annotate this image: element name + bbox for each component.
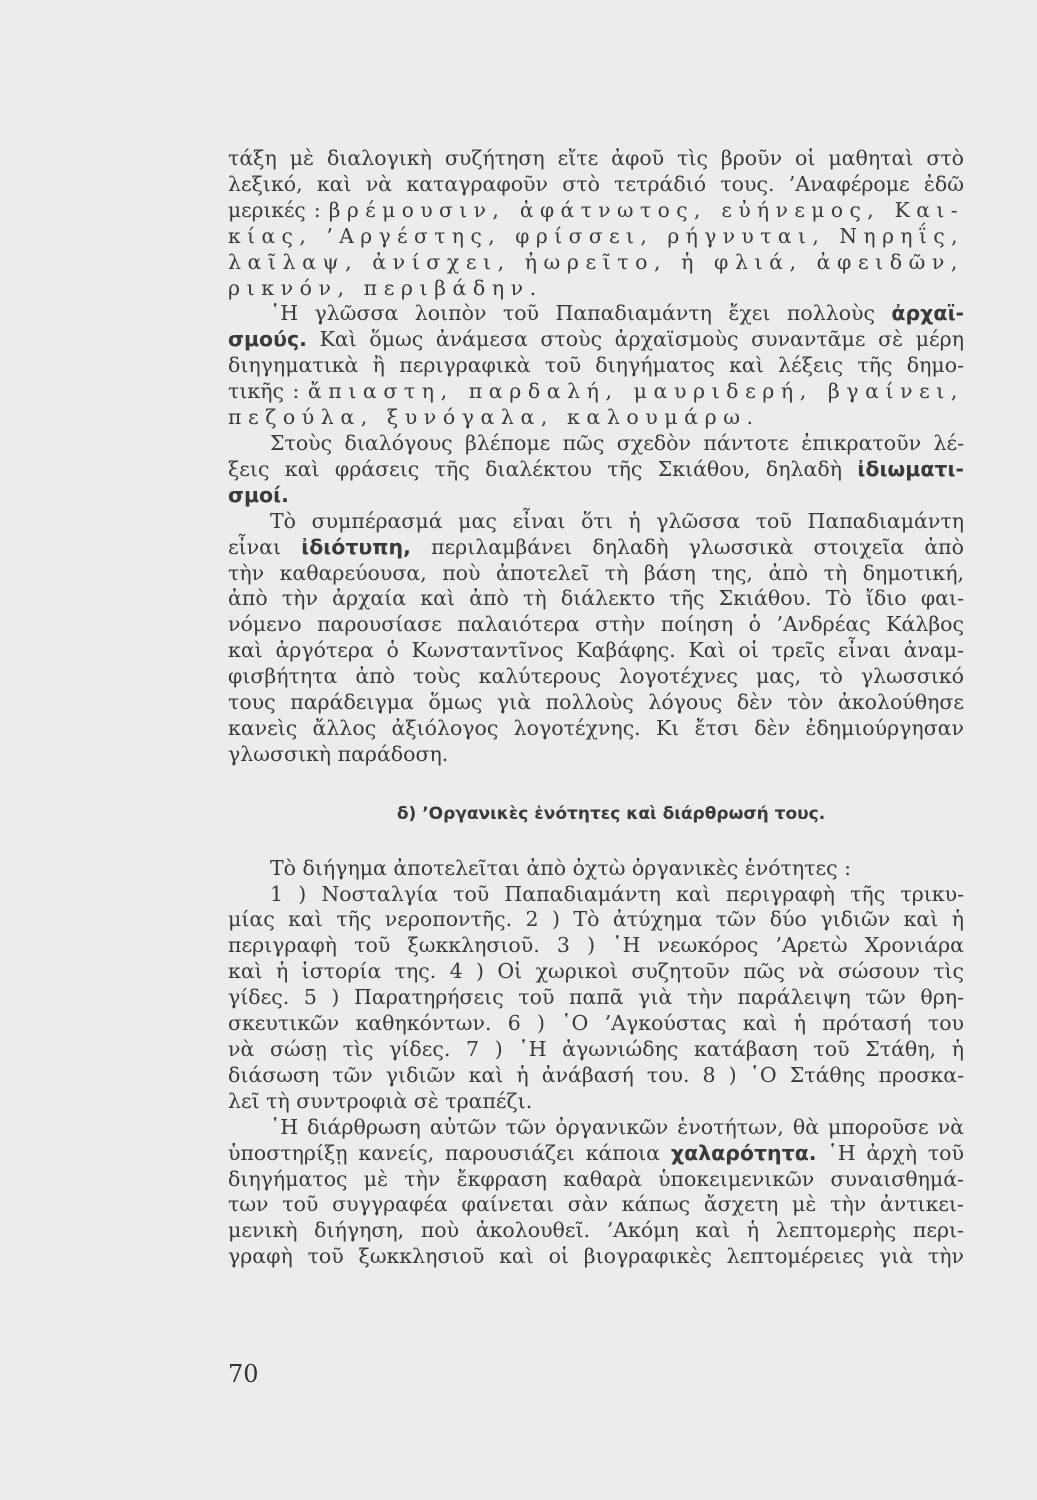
- text-fragment: εἶναι: [228, 534, 282, 559]
- text-line: λεῖ τὴ συντροφιὰ σὲ τραπέζι.: [228, 1088, 533, 1113]
- text-line: διάσωση τῶν γιδιῶν καὶ ἡ ἀνάβασή του. 8 ) ῾Ο Στάθης προσκα-: [228, 1062, 964, 1087]
- spaced-word-list: ρικνόν, περιβάδην.: [228, 275, 543, 300]
- text-line: γίδες. 5 ) Παρατηρήσεις τοῦ παπᾶ γιὰ τὴν παράλειψη τῶν θρη-: [228, 985, 964, 1010]
- text-line: μίας καὶ τῆς νεροποντῆς. 2 ) Τὸ ἀτύχημα τῶν δύο γιδιῶν καὶ ἡ: [228, 907, 964, 932]
- text-line: διηγηματικὰ ἢ περιγραφικὰ τοῦ διηγήματος καὶ λέξεις τῆς δημο-: [228, 353, 964, 378]
- text-fragment: ῾Η ἀρχὴ τοῦ: [827, 1140, 964, 1165]
- text-line: ῾Η διάρθρωση αὐτῶν τῶν ὀργανικῶν ἑνοτήτων, θὰ μποροῦσε νὰ: [270, 1114, 964, 1139]
- spaced-word-list: λαῖλαψ, ἀνίσχει, ἠωρεῖτο, ἡ φλιά, ἀφειδῶν,: [228, 249, 964, 274]
- bold-term: ἰδιωματι-: [857, 456, 964, 481]
- bold-term: σμούς.: [228, 327, 307, 352]
- section-heading: δ) ’Οργανικὲς ἑνότητες καὶ διάρθρωσή τους.: [396, 803, 826, 824]
- spaced-word-list: ἄπιαστη, παρδαλή, μαυριδερή, βγαίνει,: [307, 379, 964, 404]
- text-line: των τοῦ συγγραφέα φαίνεται σὰν κάπως ἄσχετη μὲ τὴν ἀντικει-: [228, 1192, 964, 1217]
- text-line: Στοὺς διαλόγους βλέπομε πῶς σχεδὸν πάντοτε ἐπικρατοῦν λέ-: [270, 430, 964, 455]
- text-line: φισβήτητα ἀπὸ τοὺς καλύτερους λογοτέχνες μας, τὸ γλωσσικό: [228, 664, 964, 689]
- text-fragment: ῾Η γλῶσσα λοιπὸν τοῦ Παπαδιαμάντη ἔχει πολλοὺς: [270, 301, 875, 326]
- text-line: ἀπὸ τὴν ἀρχαία καὶ ἀπὸ τὴ διάλεκτο τῆς Σκιάθου. Τὸ ἴδιο φαι-: [228, 586, 964, 611]
- text-line: [228, 379, 964, 405]
- text-fragment: περιλαμβάνει δηλαδὴ γλωσσικὰ στοιχεῖα ἀπὸ: [431, 534, 964, 559]
- text-line: [228, 1141, 964, 1167]
- text-fragment: Καὶ ὅμως ἀνάμεσα στοὺς ἀρχαϊσμοὺς συναντᾶμε σὲ μέρη: [319, 327, 964, 352]
- text-line: κανεὶς ἄλλος ἀξιόλογος λογοτέχνης. Κι ἔτσι δὲν ἐδημιούργησαν: [228, 715, 964, 740]
- bold-term: ἰδιότυπη,: [301, 534, 411, 559]
- text-line: γλωσσικὴ παράδοση.: [228, 741, 449, 766]
- text-line: [228, 198, 964, 224]
- text-fragment: ξεις καὶ φράσεις τῆς διαλέκτου τῆς Σκιάθου, δηλαδὴ: [228, 456, 842, 481]
- spaced-word-list: πεζούλα, ξυνόγαλα, καλουμάρω.: [228, 405, 760, 430]
- text-line: νὰ σώσῃ τὶς γίδες. 7 ) ῾Η ἀγωνιώδης κατάβαση τοῦ Στάθη, ἡ: [228, 1037, 964, 1061]
- text-line: καὶ ἀργότερα ὁ Κωνσταντῖνος Καβάφης. Καὶ οἱ τρεῖς εἶναι ἀναμ-: [228, 638, 964, 663]
- text-line: καὶ ἡ ἱστορία της. 4 ) Οἱ χωρικοὶ συζητοῦν πῶς νὰ σώσουν τὶς: [228, 959, 964, 984]
- text-line: τάξη μὲ διαλογικὴ συζήτηση εἴτε ἀφοῦ τὶς βροῦν οἱ μαθηταὶ στὸ: [228, 146, 964, 170]
- text-line: [228, 327, 964, 353]
- text-line: σκευτικῶν καθηκόντων. 6 ) ῾Ο ’Αγκούστας καὶ ἡ πρότασή του: [228, 1011, 964, 1036]
- spaced-word-list: βρέμουσιν, ἀφάτνωτος, εὐήνεμος, Και-: [328, 197, 964, 222]
- text-line: γραφὴ τοῦ ξωκκλησιοῦ καὶ οἱ βιογραφικὲς λεπτομέρειες γιὰ τὴν: [228, 1244, 964, 1269]
- text-fragment: ὑποστηρίξῃ κανείς, παρουσιάζει κάποια: [228, 1140, 660, 1165]
- text-line: 1 ) Νοσταλγία τοῦ Παπαδιαμάντη καὶ περιγραφὴ τῆς τρικυ-: [270, 881, 964, 906]
- text-line: περιγραφὴ τοῦ ξωκκλησιοῦ. 3 ) ῾Η νεωκόρος ’Αρετὼ Χρονιάρα: [228, 933, 964, 958]
- bold-term: ἀρχαϊ-: [891, 301, 964, 326]
- bold-term: χαλαρότητα.: [670, 1140, 817, 1165]
- text-line: [228, 301, 964, 327]
- text-line: Τὸ συμπέρασμά μας εἶναι ὅτι ἡ γλῶσσα τοῦ Παπαδιαμάντη: [270, 508, 964, 533]
- text-line: [228, 535, 964, 561]
- text-line: τους παράδειγμα ὅμως γιὰ πολλοὺς λόγους δὲν τὸν ἀκολούθησε: [228, 690, 964, 715]
- text-fragment: μερικές :: [228, 197, 321, 222]
- body-text: [228, 146, 964, 1270]
- text-line: τὴν καθαρεύουσα, ποὺ ἀποτελεῖ τὴ βάση της, ἀπὸ τὴ δημοτική,: [228, 560, 964, 585]
- spaced-word-list: κίας, ’Αργέστης, φρίσσει, ρήγνυται, Νηρηΐς,: [228, 223, 964, 248]
- text-line: μενικὴ διήγηση, ποὺ ἀκολουθεῖ. ’Ακόμη καὶ ἡ λεπτομερὴς περι-: [228, 1218, 964, 1243]
- text-line: διηγήματος μὲ τὴν ἔκφραση καθαρὰ ὑποκειμενικῶν συναισθημά-: [228, 1166, 964, 1191]
- text-line: Τὸ διήγημα ἀποτελεῖται ἀπὸ ὀχτὼ ὀργανικὲς ἑνότητες :: [270, 855, 852, 880]
- text-fragment: τικῆς :: [228, 379, 300, 404]
- bold-term: σμοί.: [228, 482, 289, 507]
- text-line: νόμενο παρουσίασε παλαιότερα στὴν ποίηση ὁ ’Ανδρέας Κάλβος: [228, 612, 964, 637]
- text-line: λεξικό, καὶ νὰ καταγραφοῦν στὸ τετράδιό τους. ’Αναφέρομε ἐδῶ: [228, 171, 964, 196]
- page-number: 70: [228, 1360, 259, 1388]
- text-line: [228, 457, 964, 483]
